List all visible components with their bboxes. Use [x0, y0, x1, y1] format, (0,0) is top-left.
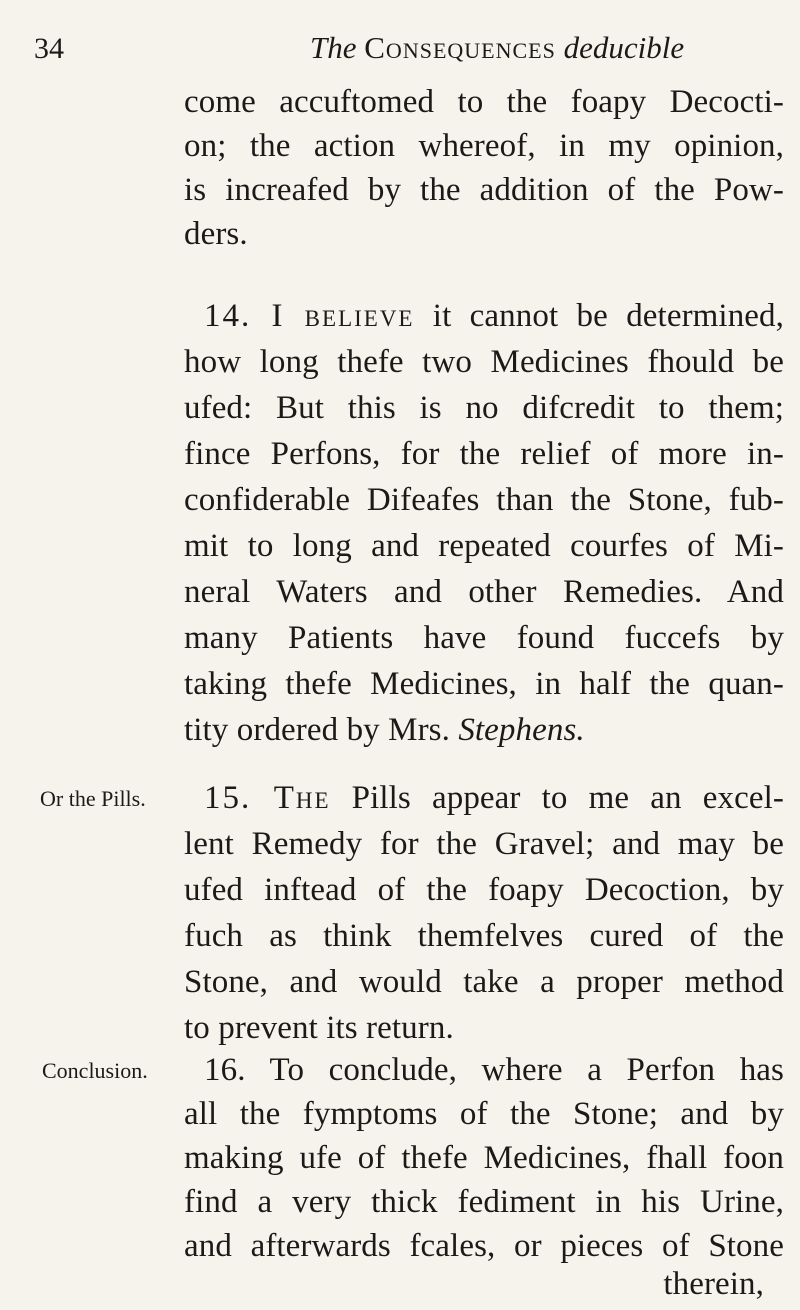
text-line: ders. [184, 216, 248, 252]
text-line: to prevent its return. [184, 1010, 454, 1046]
text-line: all the fymptoms of the Stone; and by [184, 1096, 784, 1132]
paragraph-lead: 14. I believe [204, 298, 415, 334]
text-line: is increafed by the addition of the Pow- [184, 172, 784, 208]
text-line: come accuftomed to the foapy Decocti- [184, 84, 784, 120]
text-line: lent Remedy for the Gravel; and may be [184, 826, 784, 862]
margin-note-pills: Or the Pills. [40, 786, 146, 811]
text-line: Stone, and would take a proper method [184, 964, 784, 1000]
text-span: tity ordered by Mrs. [184, 712, 459, 748]
text-span: Pills appear to me an excel- [330, 780, 784, 816]
text-line: fince Perfons, for the relief of more in- [184, 436, 784, 472]
text-line: neral Waters and other Remedies. And [184, 574, 784, 610]
text-line: ufed inftead of the foapy Decoction, by [184, 872, 784, 908]
person-name: Stephens. [458, 712, 585, 748]
text-line: how long thefe two Medicines fhould be [184, 344, 784, 380]
margin-note-conclusion: Conclusion. [42, 1058, 148, 1083]
text-line: ufed: But this is no difcredit to them; [184, 390, 784, 426]
paragraph-lead: 15. The [204, 780, 331, 816]
text-line [184, 710, 585, 750]
running-head-consequences: Consequences [364, 30, 556, 65]
text-line: mit to long and repeated courfes of Mi- [184, 528, 784, 564]
text-line: confiderable Difeafes than the Stone, fub- [184, 482, 784, 518]
page-number: 34 [34, 32, 64, 65]
text-line: taking thefe Medicines, in half the quan- [184, 666, 784, 702]
text-line: on; the action whereof, in my opinion, [184, 128, 784, 164]
text-line [204, 296, 784, 336]
running-head [310, 30, 684, 66]
text-line: find a very thick fediment in his Urine, [184, 1184, 784, 1220]
text-line: and afterwards fcales, or pieces of Stone [184, 1228, 784, 1264]
text-span: it cannot be determined, [414, 298, 784, 334]
running-head-the: The [310, 30, 357, 65]
catchword: therein, [663, 1266, 764, 1302]
text-line: fuch as think themfelves cured of the [184, 918, 784, 954]
text-line [204, 778, 784, 818]
running-head-deducible: deducible [563, 30, 685, 65]
text-line: making ufe of thefe Medicines, fhall foon [184, 1140, 784, 1176]
text-line: many Patients have found fuccefs by [184, 620, 784, 656]
text-line: 16. To conclude, where a Perfon has [204, 1052, 784, 1088]
